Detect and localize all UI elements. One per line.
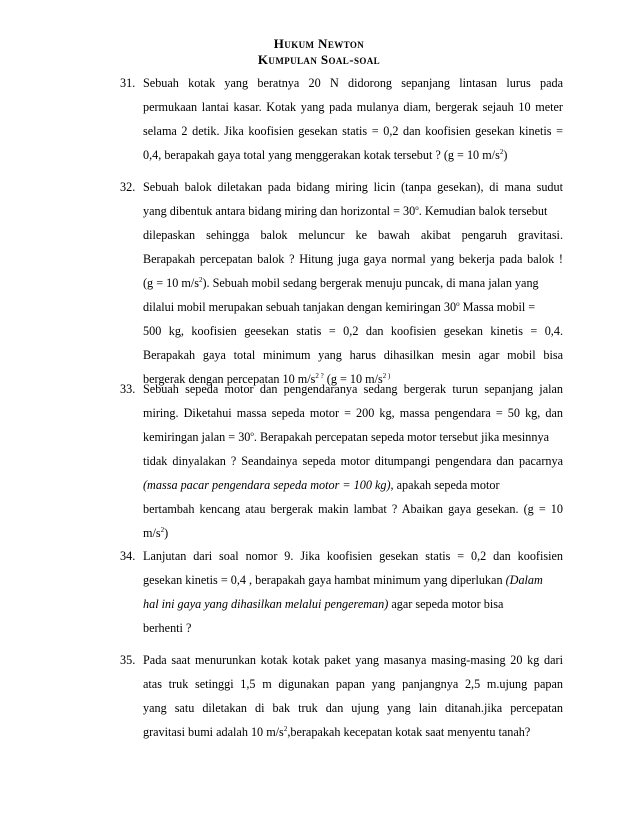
- question-line: bertambah kencang atau bergerak makin lambat ? Abaikan gaya gesekan. (g = 10: [143, 502, 563, 516]
- question-line: atas truk setinggi 1,5 m digunakan papan yang panjangnya 2,5 m.ujung papan: [143, 677, 563, 691]
- question-line: Sebuah kotak yang beratnya 20 N didorong sepanjang lintasan lurus pada: [143, 76, 563, 90]
- question-line: tidak dinyalakan ? Seandainya sepeda motor ditumpangi pengendara dan pacarnya: [143, 454, 563, 468]
- question-line: dilepaskan sehingga balok meluncur ke bawah akibat pengaruh gravitasi.: [143, 228, 563, 242]
- question-number: 35.: [120, 653, 136, 667]
- question-line: permukaan lantai kasar. Kotak yang pada mulanya diam, bergerak sejauh 10 meter: [143, 100, 563, 114]
- question-line: 0,4, berapakah gaya total yang menggerakan kotak tersebut ? (g = 10 $m/s^2$): [143, 147, 508, 162]
- question-number: 33.: [120, 382, 136, 396]
- question-line: hal ini gaya yang dihasilkan melalui pengereman) agar sepeda motor bisa: [143, 597, 504, 611]
- question-line: gesekan kinetis = 0,4 , berapakah gaya hambat minimum yang diperlukan (Dalam: [143, 573, 543, 587]
- question-line: berhenti ?: [143, 621, 192, 635]
- question-line: Sebuah balok diletakan pada bidang miring licin (tanpa gesekan), di mana sudut: [143, 180, 563, 194]
- question-line: dilalui mobil merupakan sebuah tanjakan dengan kemiringan 30$^o$ Massa mobil =: [143, 299, 536, 314]
- question-line: selama 2 detik. Jika koofisien gesekan statis = 0,2 dan koofisien gesekan kinetis =: [143, 124, 563, 138]
- question-line: yang dibentuk antara bidang miring dan horizontal = $30^o$. Kemudian balok tersebut: [143, 203, 548, 218]
- question-line: Berapakah percepatan balok ? Hitung juga gaya normal yang bekerja pada balok !: [143, 252, 563, 266]
- document-subtitle: Kumpulan Soal-soal: [257, 52, 381, 67]
- question-line: (g = 10 $m/s^2$). Sebuah mobil sedang bergerak menuju puncak, di mana jalan yang: [143, 275, 539, 290]
- question-line: Berapakah gaya total minimum yang harus dihasilkan mesin agar mobil bisa: [143, 348, 563, 362]
- question-line: Sebuah sepeda motor dan pengendaranya sedang bergerak turun sepanjang jalan: [143, 382, 563, 396]
- question-line: Pada saat menurunkan kotak kotak paket yang masanya masing-masing 20 kg dari: [143, 653, 563, 667]
- question-number: 31.: [120, 76, 136, 90]
- question-line: kemiringan jalan = $30^o$. Berapakah percepatan sepeda motor tersebut jika mesinnya: [143, 429, 549, 444]
- question-line: miring. Diketahui massa sepeda motor = 200 kg, massa pengendara = 50 kg, dan: [143, 406, 563, 420]
- question-line: (massa pacar pengendara sepeda motor = 100 kg), apakah sepeda motor: [143, 478, 500, 492]
- question-line: 500 kg, koofisien geesekan statis = 0,2 dan koofisien gesekan kinetis = 0,4.: [143, 324, 563, 338]
- question-line: $m/s^2$): [143, 525, 169, 540]
- question-number: 34.: [120, 549, 136, 563]
- question-line: yang satu diletakan di bak truk dan ujung yang lain ditanah.jika percepatan: [143, 701, 563, 715]
- question-number: 32.: [120, 180, 136, 194]
- question-line: gravitasi bumi adalah 10 $m/s^2,berapakah$ kecepatan kotak saat menyentu tanah?: [143, 724, 531, 739]
- document-title: Hukum Newton: [273, 36, 365, 51]
- question-line: Lanjutan dari soal nomor 9. Jika koofisien gesekan statis = 0,2 dan koofisien: [143, 549, 563, 563]
- question-line: bergerak dengan percepatan 10 $m/s^{2 ?}$ (g = 10 $m/s^{2 )}$: [143, 371, 391, 386]
